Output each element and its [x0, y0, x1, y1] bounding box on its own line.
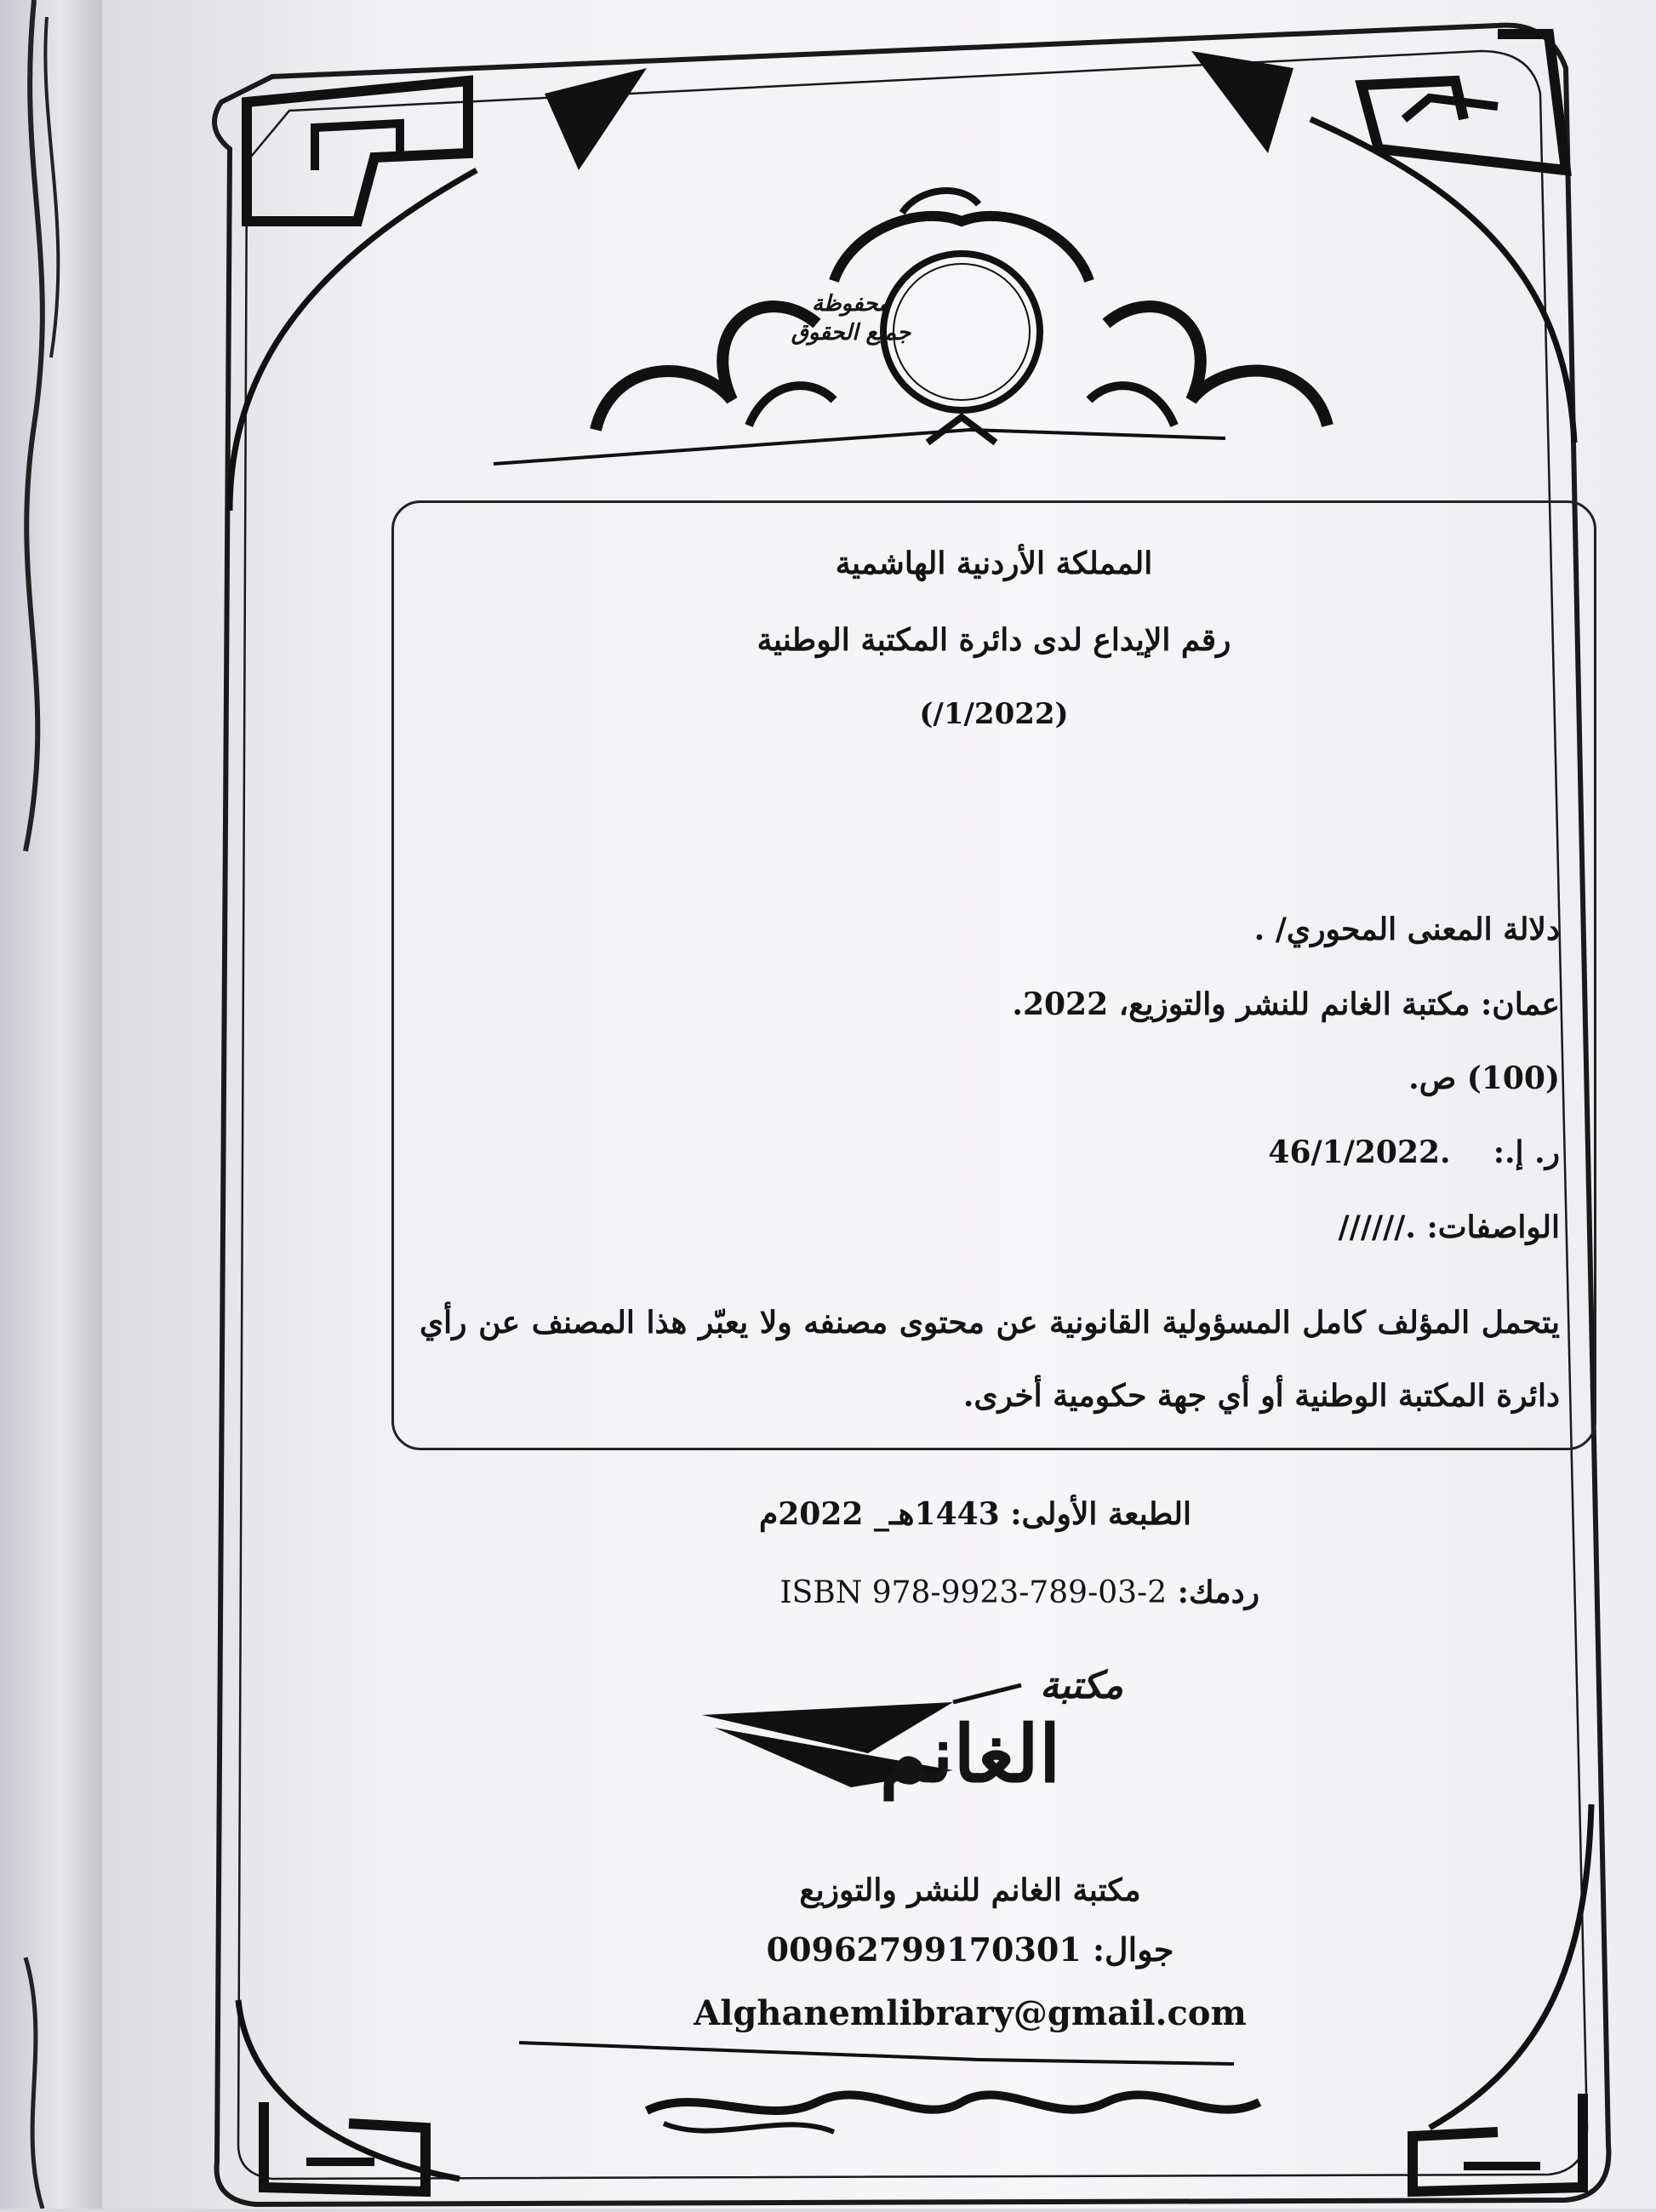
- descriptors-value: //////.: [1338, 1209, 1416, 1245]
- deposit-label: ر. إ.:: [1493, 1135, 1560, 1170]
- facing-page-edge: [0, 0, 111, 2209]
- page-count: (100) ص.: [1408, 1060, 1560, 1096]
- facing-page-ornament: [0, 0, 111, 2209]
- logo-top-word: مكتبة: [1039, 1664, 1123, 1707]
- phone-number: 00962799170301: [766, 1930, 1082, 1969]
- seal-line-2: جميع الحقوق: [791, 320, 911, 346]
- descriptors-line: [403, 1209, 1560, 1245]
- deposit-info-box: [391, 500, 1596, 1450]
- corner-ornament-bottom-left: [238, 2000, 460, 2192]
- phone-label: جوال:: [1093, 1930, 1174, 1969]
- logo-main-word: الغانم: [879, 1708, 1061, 1800]
- top-flourish-ornament: [596, 191, 1328, 443]
- book-title: دلالة المعنى المحوري/ .: [1253, 912, 1560, 947]
- deposit-value: 46/1/2022.: [1268, 1135, 1451, 1170]
- publisher-logo: [817, 1664, 1123, 1801]
- copyright-seal: [757, 289, 945, 347]
- deposit-number: (/1/2022): [919, 697, 1069, 731]
- corner-ornament-top-right: [1191, 34, 1574, 443]
- copyright-page: [102, 0, 1656, 2209]
- legal-disclaimer: يتحمل المؤلف كامل المسؤولية القانونية عن محتوى مصنفه ولا يعبّر هذا المصنف عن رأي دائرة المكتبة الوطنية أو أي جهة حكومية أخرى.: [420, 1305, 1560, 1414]
- publication-line: عمان: مكتبة الغانم للنشر والتوزيع، 2022.: [1012, 986, 1560, 1022]
- publisher-name: مكتبة الغانم للنشر والتوزيع: [799, 1872, 1141, 1908]
- seal-line-1: محفوظة: [812, 291, 890, 317]
- isbn-label: ردمك:: [1177, 1575, 1259, 1610]
- deposit-title: رقم الإيداع لدى دائرة المكتبة الوطنية: [757, 622, 1231, 658]
- isbn-line: [562, 1575, 1259, 1610]
- corner-ornament-bottom-right: [1413, 1804, 1591, 2192]
- isbn-value: ISBN 978-9923-789-03-2: [779, 1575, 1168, 1610]
- publisher-email: Alghanemlibrary@gmail.com: [694, 1993, 1247, 2033]
- descriptors-label: الواصفات:: [1426, 1209, 1560, 1245]
- corner-ornament-top-left: [230, 68, 647, 511]
- edition-line: الطبعة الأولى: 1443هـ_ 2022م: [758, 1496, 1191, 1532]
- publisher-phone-line: [613, 1930, 1328, 1969]
- bottom-flourish-ornament: [647, 2095, 1259, 2132]
- country-heading: المملكة الأردنية الهاشمية: [835, 546, 1153, 581]
- deposit-number-line: [403, 1135, 1560, 1170]
